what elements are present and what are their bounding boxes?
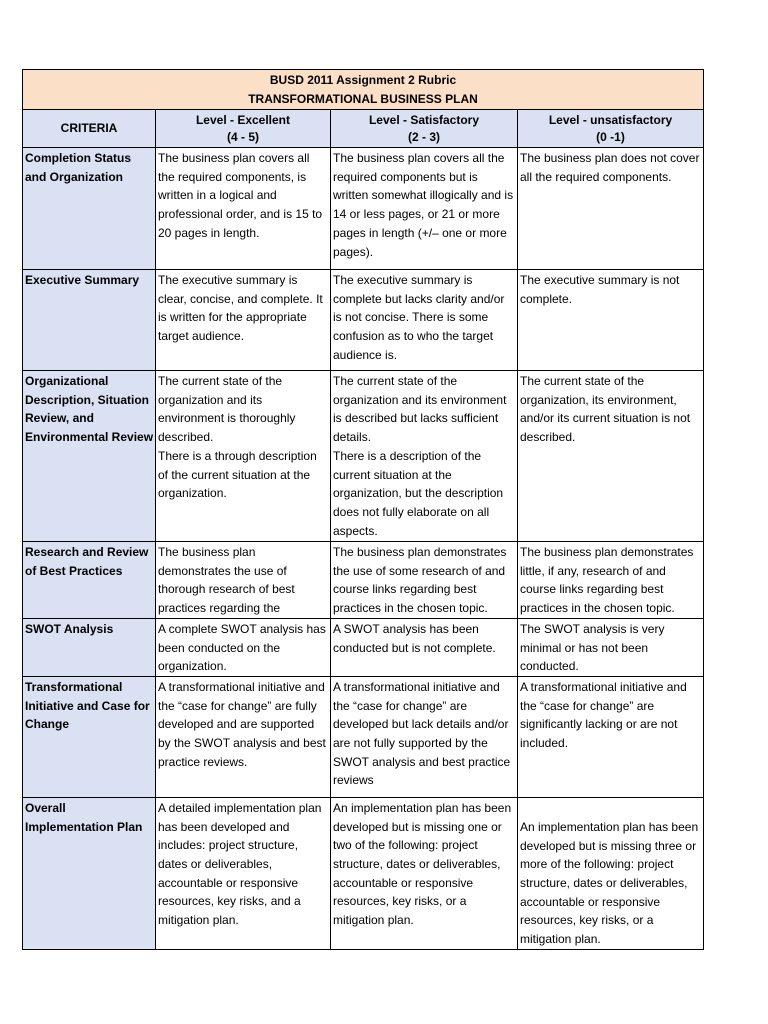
header-excellent-label: Level - Excellent <box>195 113 291 127</box>
unsatisfactory-cell: An implementation plan has been developed but is missing three or more of the following: project structure, dates or deliverables, accountable or responsive resources, key risks, or a mitigation plan. <box>518 797 704 949</box>
unsatisfactory-cell: The executive summary is not complete. <box>518 270 704 371</box>
rubric-row-executive-summary <box>23 270 704 371</box>
satisfactory-paragraph-1: The current state of the organization and its environment is described but lacks sufficient details. <box>333 374 507 445</box>
unsatisfactory-cell: The business plan demonstrates little, if any, research of and course links regarding best practices in the chosen topic. <box>518 542 704 619</box>
satisfactory-cell: The executive summary is complete but lacks clarity and/or is not concise. There is some confusion as to who the target audience is. <box>331 270 518 371</box>
unsatisfactory-cell: The SWOT analysis is very minimal or has not been conducted. <box>518 618 704 676</box>
criteria-cell: SWOT Analysis <box>23 618 156 676</box>
rubric-row-organizational-description <box>23 371 704 542</box>
criteria-cell: Transformational Initiative and Case for Change <box>23 676 156 797</box>
title-line-1: BUSD 2011 Assignment 2 Rubric <box>269 73 457 87</box>
header-unsatisfactory <box>518 110 704 148</box>
excellent-paragraph-1: The current state of the organization and its environment is thoroughly described. <box>158 374 296 445</box>
criteria-cell: Overall Implementation Plan <box>23 797 156 949</box>
satisfactory-cell: A transformational initiative and the “case for change” are developed but lack details and/or are not fully supported by the SWOT analysis and best practice reviews <box>331 676 518 797</box>
header-satisfactory-label: Level - Satisfactory <box>368 113 480 127</box>
excellent-paragraph-2: There is a through description of the current situation at the organization. <box>158 448 317 501</box>
rubric-row-research-review <box>23 542 704 619</box>
satisfactory-cell: The business plan covers all the required components but is written somewhat illogically and is 14 or less pages, or 21 or more pages in length (+/– one or more pages). <box>331 148 518 270</box>
satisfactory-cell: An implementation plan has been developed but is missing one or two of the following: project structure, dates or deliverables, accountable or responsive resources, key risks, or a mitigation plan. <box>331 797 518 949</box>
rubric-row-transformational-initiative <box>23 676 704 797</box>
excellent-cell: The business plan covers all the required components, is written in a logical and professional order, and is 15 to 20 pages in length. <box>156 148 331 270</box>
header-satisfactory-range: (2 - 3) <box>407 129 440 144</box>
criteria-cell: Completion Status and Organization <box>23 148 156 270</box>
criteria-cell: Executive Summary <box>23 270 156 371</box>
excellent-cell: The executive summary is clear, concise, and complete. It is written for the appropriate target audience. <box>156 270 331 371</box>
header-satisfactory <box>331 110 518 148</box>
rubric-row-completion-status <box>23 148 704 270</box>
header-excellent-range: (4 - 5) <box>226 129 259 144</box>
excellent-cell: A complete SWOT analysis has been conducted on the organization. <box>156 618 331 676</box>
document-title <box>23 70 704 110</box>
rubric-row-swot-analysis <box>23 618 704 676</box>
unsatisfactory-cell: The business plan does not cover all the required components. <box>518 148 704 270</box>
header-row <box>23 110 704 148</box>
excellent-cell: A transformational initiative and the “case for change” are fully developed and are supported by the SWOT analysis and best practice reviews. <box>156 676 331 797</box>
excellent-cell: A detailed implementation plan has been developed and includes: project structure, dates or deliverables, accountable or responsive resources, key risks, and a mitigation plan. <box>156 797 331 949</box>
satisfactory-paragraph-2: There is a description of the current situation at the organization, but the description does not fully elaborate on all aspects. <box>333 448 504 538</box>
header-unsatisfactory-range: (0 -1) <box>596 129 625 144</box>
excellent-cell <box>156 371 331 542</box>
criteria-cell: Research and Review of Best Practices <box>23 542 156 619</box>
title-row <box>23 70 704 110</box>
header-criteria: CRITERIA <box>23 110 156 148</box>
criteria-cell: Organizational Description, Situation Review, and Environmental Review <box>23 371 156 542</box>
satisfactory-cell: The business plan demonstrates the use of some research of and course links regarding best practices in the chosen topic. <box>331 542 518 619</box>
header-unsatisfactory-label: Level - unsatisfactory <box>548 113 673 127</box>
excellent-cell: The business plan demonstrates the use of thorough research of best practices regarding the <box>156 542 331 619</box>
rubric-table <box>22 69 704 950</box>
title-line-2: TRANSFORMATIONAL BUSINESS PLAN <box>248 92 478 106</box>
header-excellent <box>156 110 331 148</box>
unsatisfactory-cell: A transformational initiative and the “case for change” are significantly lacking or are not included. <box>518 676 704 797</box>
satisfactory-cell: A SWOT analysis has been conducted but is not complete. <box>331 618 518 676</box>
rubric-row-implementation-plan <box>23 797 704 949</box>
satisfactory-cell <box>331 371 518 542</box>
unsatisfactory-cell: The current state of the organization, its environment, and/or its current situation is not described. <box>518 371 704 542</box>
